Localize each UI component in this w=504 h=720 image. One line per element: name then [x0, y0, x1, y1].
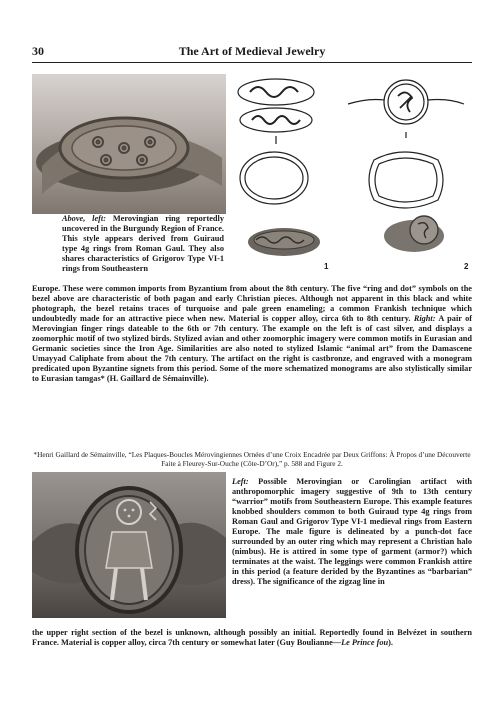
caption-2-text-a: Possible Merovingian or Carolingian artifact with anthropomorphic imagery suggestive of 9th to 13th century “warrior” motifs from Southeastern Europe. This example features knobbed shoulders common to both Guiraud type 4g rings from Roman Gaul and Grigorov Type VI-1 medieval rings from Eastern Europe. The male figure is delineated by a punch-dot face surrounded by an outer ring which may represent a Christian halo (nimbus). He is attired in some type of garment (armor?) which terminates at the waist. The leggings were common Frankish attire in this period (a feature derided by the Byzantines as “barbarian” dress). The significance of the zigzag line in	[232, 477, 472, 587]
ring-photo-illustration	[32, 74, 226, 214]
ring-line-drawings	[228, 74, 474, 276]
caption-2-part-a	[232, 477, 472, 588]
figure-label-2: 2	[464, 262, 469, 271]
caption-1-lead: Above, left:	[62, 214, 106, 223]
footnote: *Henri Gaillard de Sémainville, “Les Plaques-Boucles Mérovingiennes Ornées d’une Croix Encadrée par Deux Griffons: À Propos d’une Découverte Faite à Fleurey-Sur-Ouche (Côte-D’Or),” p. 588 and Figure 2.	[33, 450, 471, 468]
caption-1-part-a	[62, 214, 224, 274]
caption-1-text-a: Merovingian ring reportedly uncovered in the Burgundy Region of France. This style appears derived from Guiraud type 4g rings from Roman Gaul. They also shares characteristics of Grigorov Type VI-1 rings from Southeastern	[62, 214, 224, 274]
caption-1-part-b	[32, 284, 472, 384]
caption-1-right-lead: Right:	[413, 314, 436, 324]
caption-2-text-end: ).	[388, 638, 393, 648]
warrior-ring-illustration	[32, 472, 226, 618]
photo-merovingian-ring	[32, 74, 226, 214]
page-header	[32, 44, 472, 63]
page-number: 30	[32, 44, 44, 58]
figure-label-1: 1	[324, 262, 329, 271]
figure-ring-drawings	[228, 74, 474, 276]
caption-2-part-b	[32, 628, 472, 648]
caption-2-source-italic: Le Prince fou	[341, 638, 389, 648]
running-title: The Art of Medieval Jewelry	[178, 44, 326, 58]
caption-2-lead: Left:	[232, 477, 249, 486]
caption-1-text-c: A pair of Merovingian finger rings dateable to the 6th or 7th century. The example on the left is of cast silver, and displays a zoomorphic motif of two stylized birds. Stylized avian and other zoomorphic imagery were common motifs in Eurasian and Germanic societies since the Iron Age. Similarities are also noted to stylized Islamic “animal art” from the Damascene Umayyad Caliphate from about the 7th century. The artifact on the right is castbronze, and engraved with a monogram predicated upon Byzantine signets from this period. Some of the more schematized monograms are also stylistically similar to Eurasian tamgas* (H. Gaillard de Sémainville).	[32, 314, 472, 384]
caption-1-text-b: Europe. These were common imports from Byzantium from about the 8th century. The five “ring and dot” symbols on the bezel above are characteristic of both pagan and early Christian pieces. Although not apparent in this black and white photograph, the bezel retains traces of turquoise and pale green enameling; a common Frankish technique which undoubtedly made for an attractive piece when new. Material is copper alloy, circa 6th to 8th century.	[32, 284, 472, 324]
caption-2-text-b: the upper right section of the bezel is unknown, although possibly an initial. Reportedly found in Belvézet in southern France. Material is copper alloy, circa 7th century or somewhat later (Guy Boulianne—	[32, 628, 472, 648]
photo-warrior-ring	[32, 472, 226, 618]
